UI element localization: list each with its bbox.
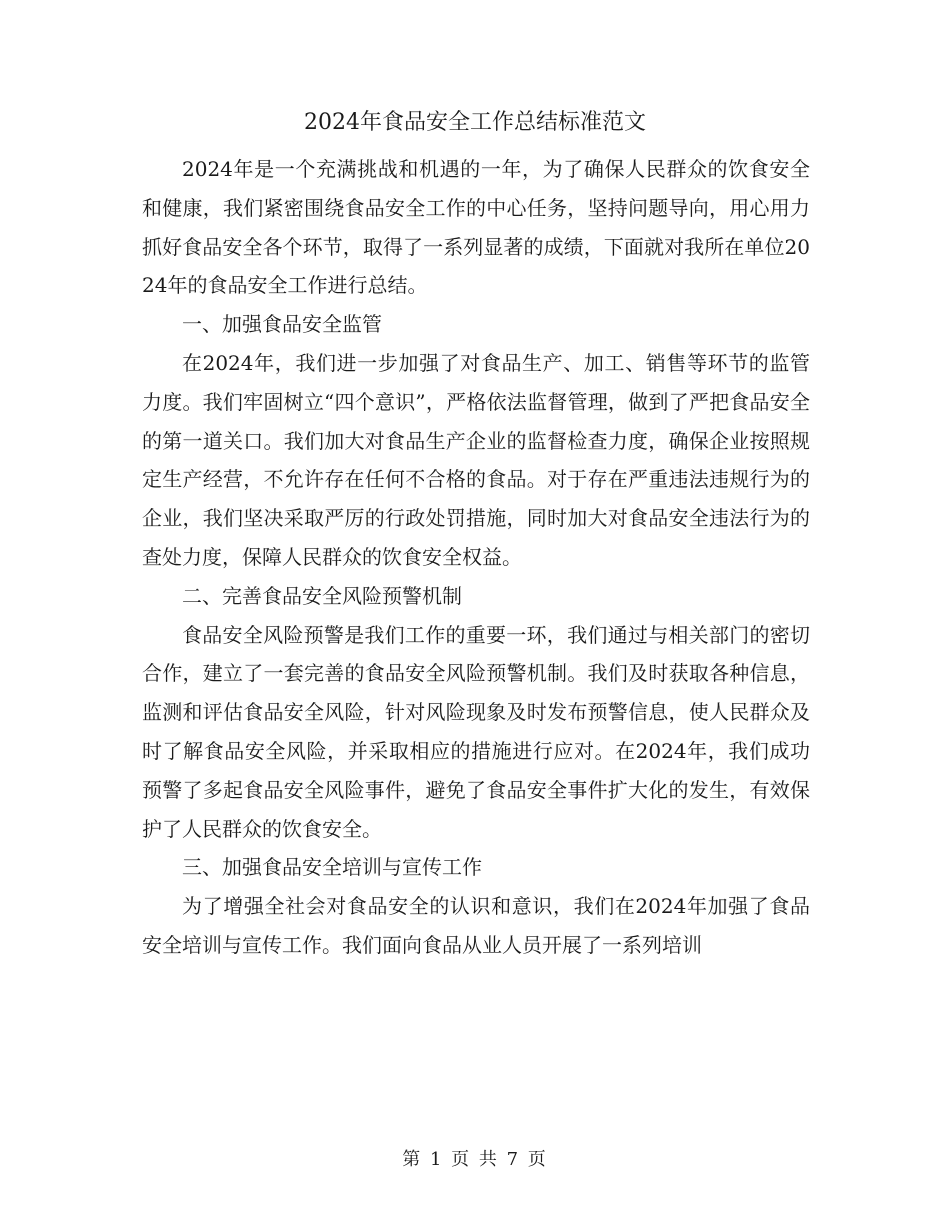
intro-paragraph: 2024年是一个充满挑战和机遇的一年，为了确保人民群众的饮食安全和健康，我们紧密围绕食品安全工作的中心任务，坚持问题导向，用心用力抓好食品安全各个环节，取得了一系列显著的成绩，下面就对我所在单位2024年的食品安全工作进行总结。 (142, 157, 810, 298)
section-heading-1: 一、加强食品安全监管 (182, 312, 382, 337)
document-title: 2024年食品安全工作总结标准范文 (304, 110, 646, 135)
page-number-footer: 第 1 页 共 7 页 (402, 1149, 548, 1170)
section-heading-2: 二、完善食品安全风险预警机制 (182, 583, 462, 608)
section-paragraph-2: 食品安全风险预警是我们工作的重要一环，我们通过与相关部门的密切合作，建立了一套完善的食品安全风险预警机制。我们及时获取各种信息，监测和评估食品安全风险，针对风险现象及时发布预警信息，使人民群众及时了解食品安全风险，并采取相应的措施进行应对。在2024年，我们成功预警了多起食品安全风险事件，避免了食品安全事件扩大化的发生，有效保护了人民群众的饮食安全。 (142, 622, 810, 841)
section-paragraph-3: 为了增强全社会对食品安全的认识和意识，我们在2024年加强了食品安全培训与宣传工作。我们面向食品从业人员开展了一系列培训 (142, 894, 810, 957)
section-heading-3: 三、加强食品安全培训与宣传工作 (182, 855, 482, 880)
section-paragraph-1: 在2024年，我们进一步加强了对食品生产、加工、销售等环节的监管力度。我们牢固树立“四个意识”，严格依法监督管理，做到了严把食品安全的第一道关口。我们加大对食品生产企业的监督检查力度，确保企业按照规定生产经营，不允许存在任何不合格的食品。对于存在严重违法违规行为的企业，我们坚决采取严厉的行政处罚措施，同时加大对食品安全违法行为的查处力度，保障人民群众的饮食安全权益。 (142, 350, 810, 569)
document-body (142, 150, 810, 965)
